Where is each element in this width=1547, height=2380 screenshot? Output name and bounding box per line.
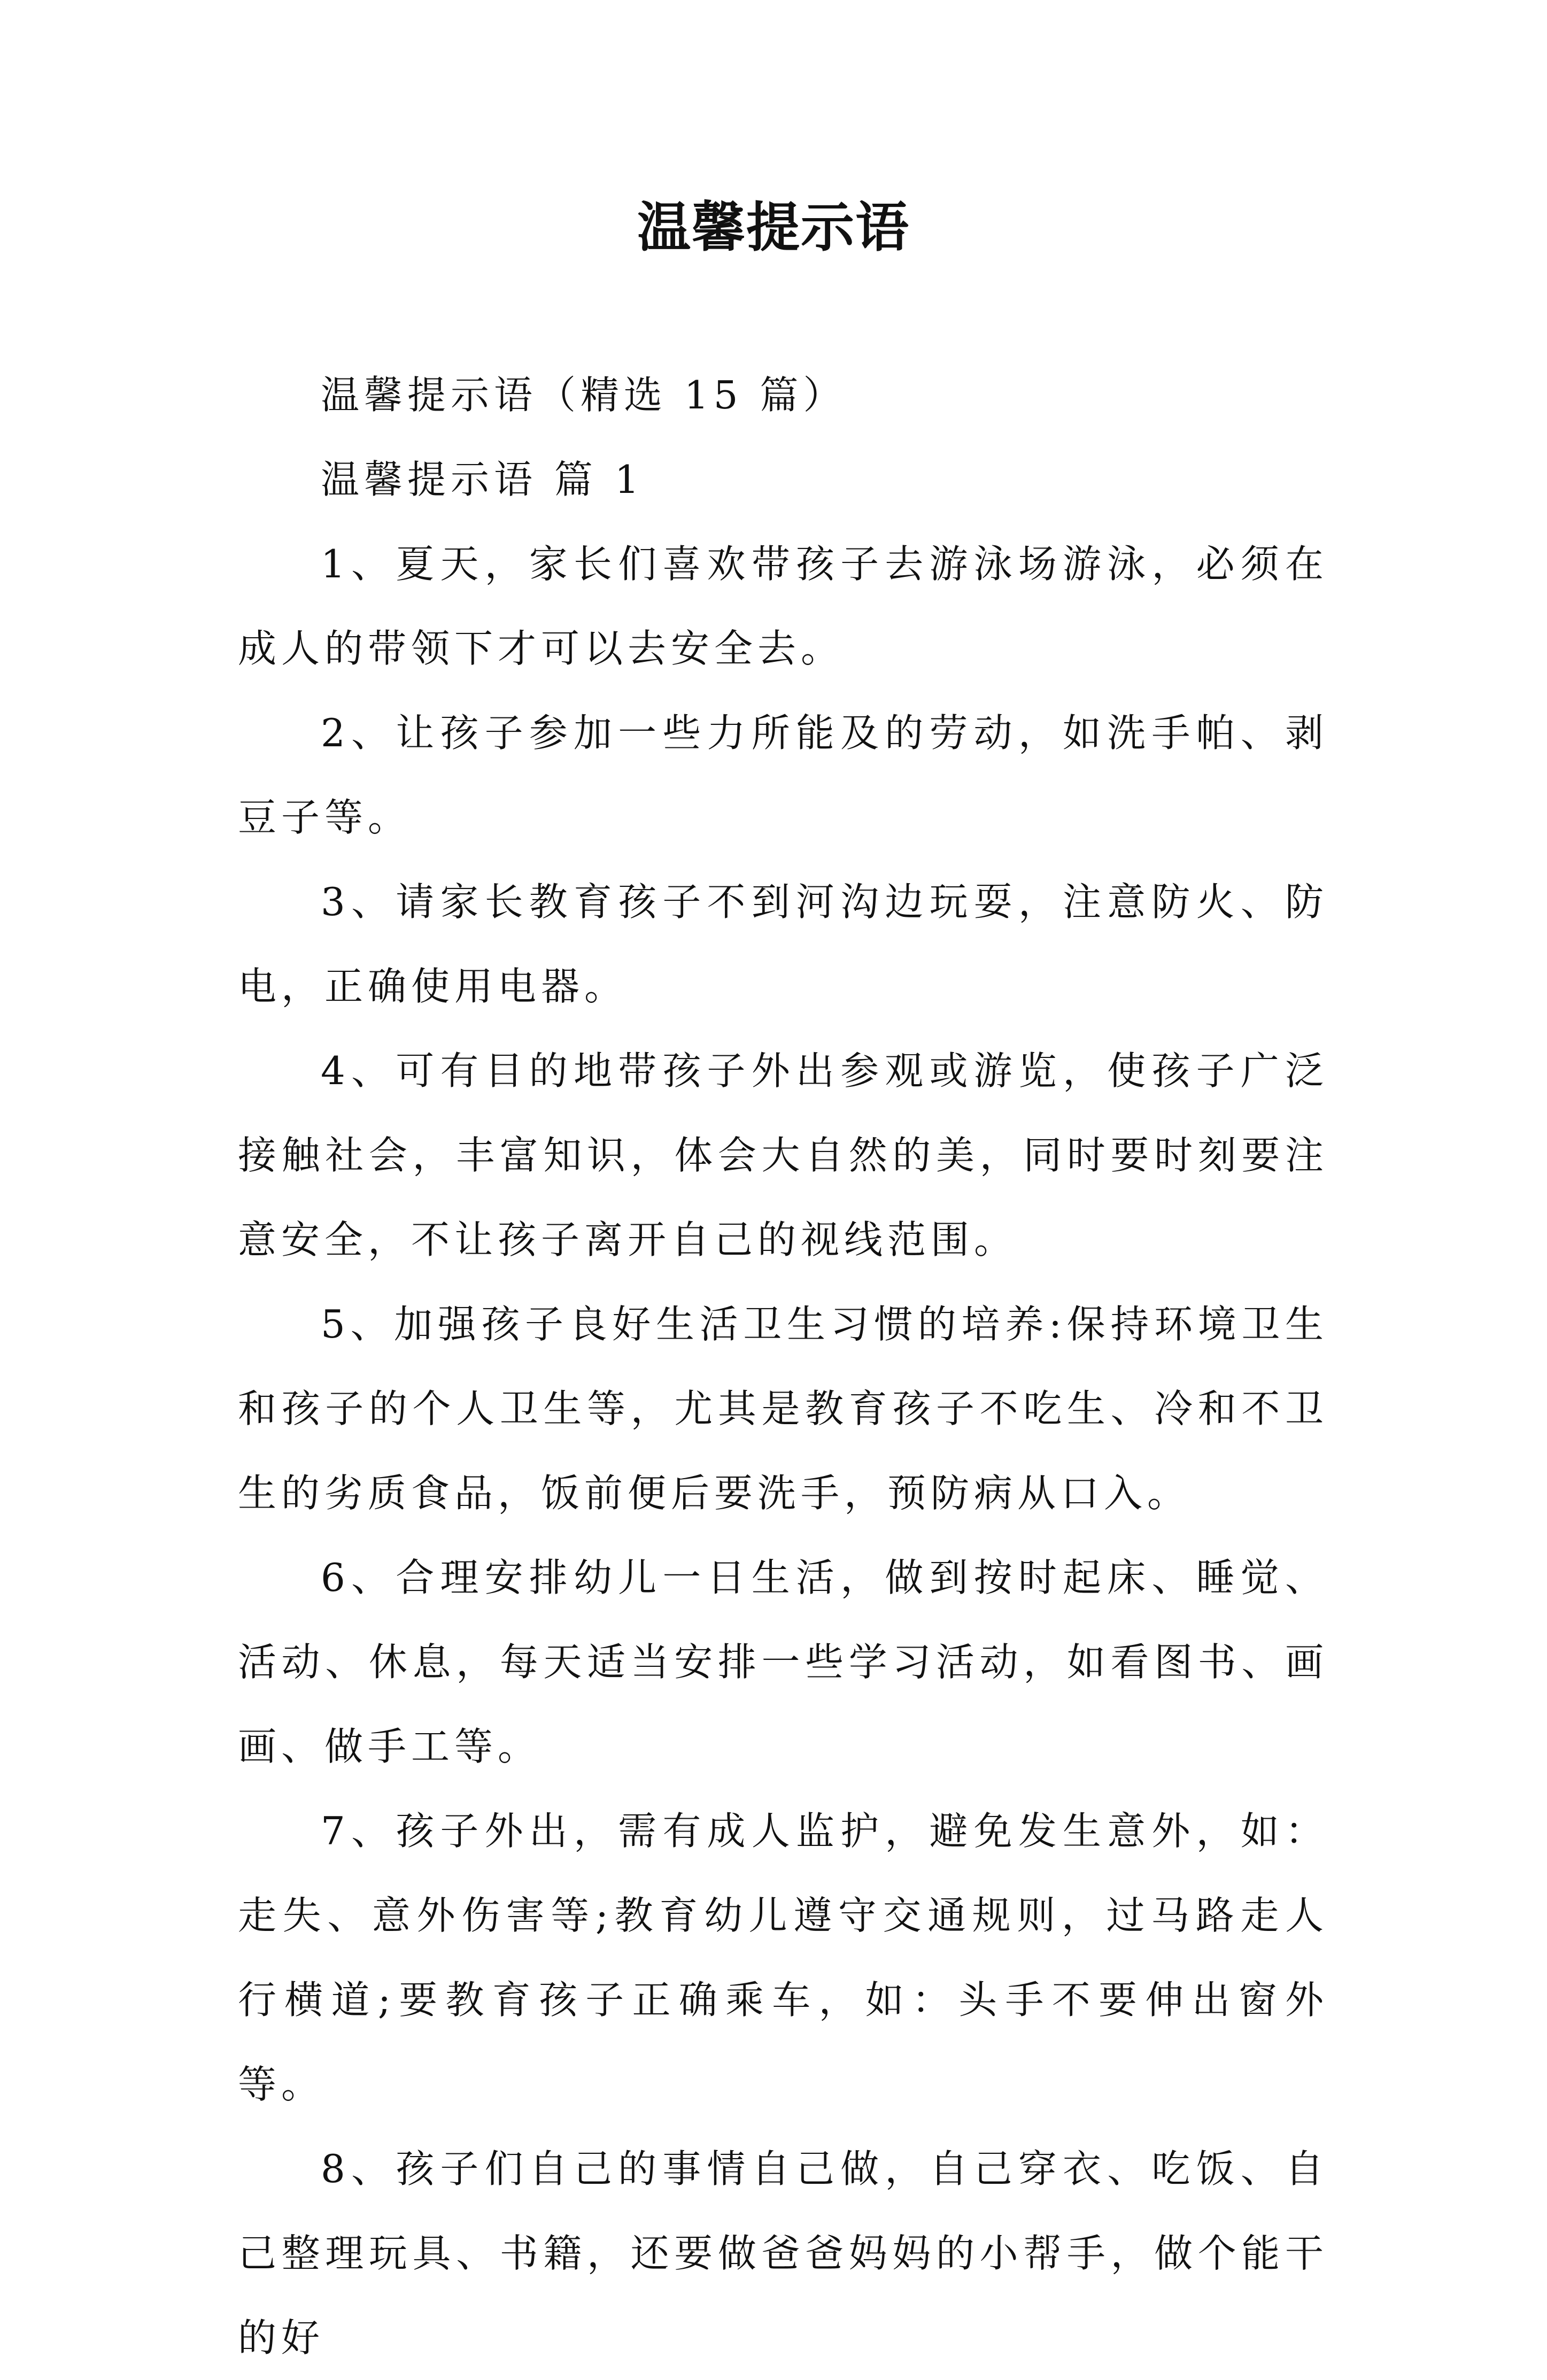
tip-paragraph: 5、加强孩子良好生活卫生习惯的培养:保持环境卫生和孩子的个人卫生等，尤其是教育孩子不吃生、冷和不卫生的劣质食品，饭前便后要洗手，预防病从口入。 (238, 1302, 1328, 1516)
tip-paragraph: 4、可有目的地带孩子外出参观或游览，使孩子广泛接触社会，丰富知识，体会大自然的美，同时要时刻要注意安全，不让孩子离开自己的视线范围。 (238, 1048, 1328, 1262)
tip-paragraph: 7、孩子外出，需有成人监护，避免发生意外，如：走失、意外伤害等;教育幼儿遵守交通规则，过马路走人行横道;要教育孩子正确乘车，如：头手不要伸出窗外等。 (238, 1809, 1328, 2107)
tip-paragraph: 6、合理安排幼儿一日生活，做到按时起床、睡觉、活动、休息，每天适当安排一些学习活动，如看图书、画画、做手工等。 (238, 1555, 1328, 1769)
document-title: 温馨提示语 (637, 196, 910, 259)
subtitle-paragraph: 温馨提示语（精选 15 篇） (321, 373, 847, 418)
tip-paragraph: 3、请家长教育孩子不到河沟边玩耍，注意防火、防电，正确使用电器。 (238, 879, 1328, 1009)
tip-paragraph: 1、夏天，家长们喜欢带孩子去游泳场游泳，必须在成人的带领下才可以去安全去。 (238, 542, 1328, 671)
document-body (238, 353, 1328, 2380)
tip-paragraph: 2、让孩子参加一些力所能及的劳动，如洗手帕、剥豆子等。 (238, 710, 1328, 840)
tip-paragraph: 8、孩子们自己的事情自己做，自己穿衣、吃饭、自己整理玩具、书籍，还要做爸爸妈妈的小帮手，做个能干的好 (238, 2146, 1328, 2360)
section-heading: 温馨提示语 篇 1 (321, 457, 644, 502)
